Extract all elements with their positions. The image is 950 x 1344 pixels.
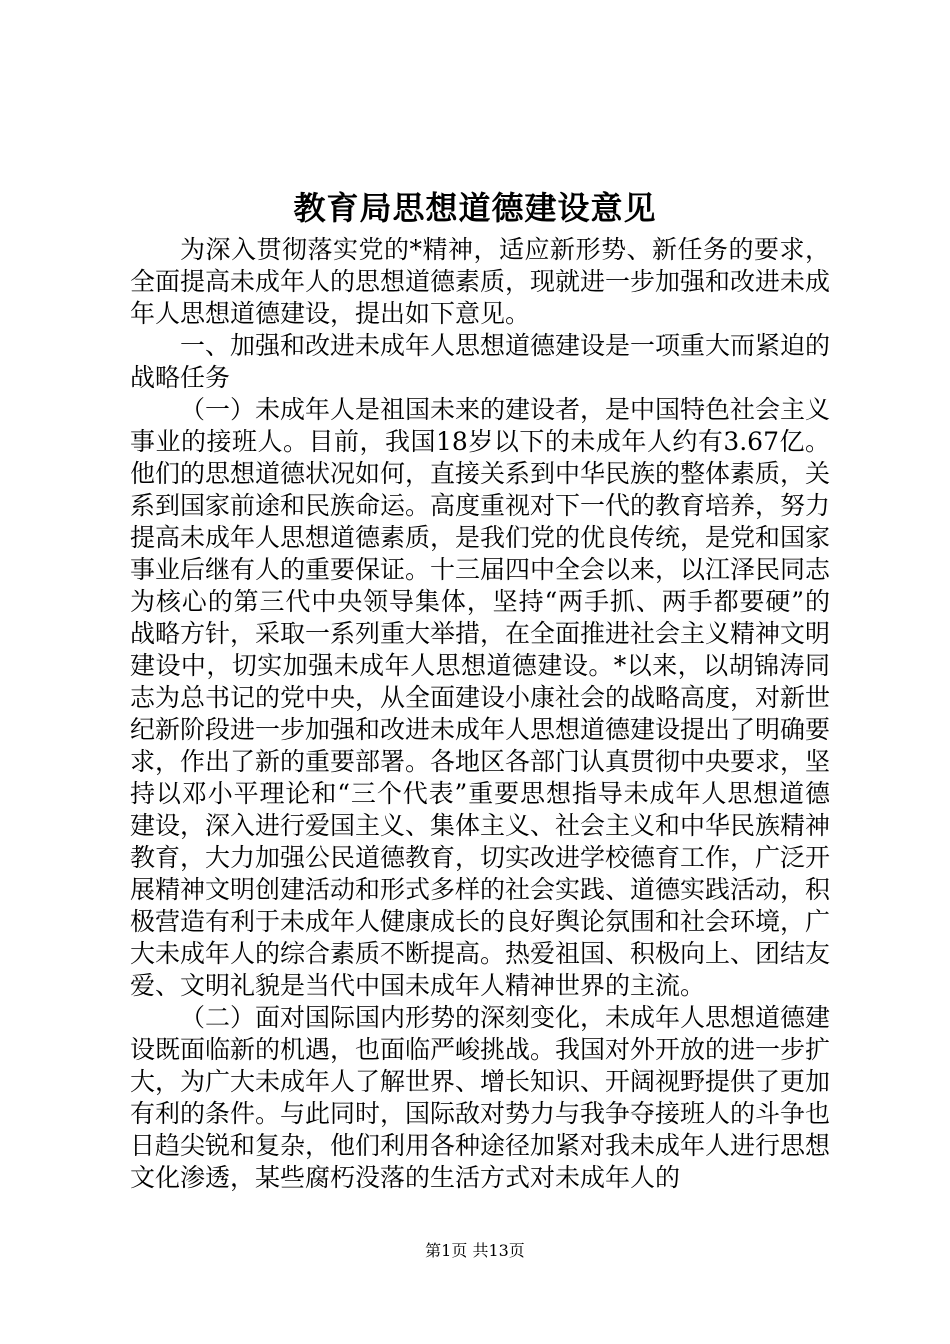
document-body — [130, 234, 830, 1194]
paragraph-intro: 为深入贯彻落实党的*精神，适应新形势、新任务的要求，全面提高未成年人的思想道德素质，现就进一步加强和改进未成年人思想道德建设，提出如下意见。 — [130, 235, 831, 328]
section-heading-1: 一、加强和改进未成年人思想道德建设是一项重大而紧迫的战略任务 — [130, 331, 831, 392]
page-footer: 第1页 共13页 — [425, 1241, 525, 1260]
document-title: 教育局思想道德建设意见 — [293, 189, 657, 227]
paragraph-1: （一）未成年人是祖国未来的建设者，是中国特色社会主义事业的接班人。目前，我国18岁以下的未成年人约有3.67亿。他们的思想道德状况如何，直接关系到中华民族的整体素质，关系到国家前途和民族命运。高度重视对下一代的教育培养，努力提高未成年人思想道德素质，是我们党的优良传统，是党和国家事业后继有人的重要保证。十三届四中全会以来，以江泽民同志为核心的第三代中央领导集体，坚持“两手抓、两手都要硬”的战略方针，采取一系列重大举措，在全面推进社会主义精神文明建设中，切实加强未成年人思想道德建设。*以来，以胡锦涛同志为总书记的党中央，从全面建设小康社会的战略高度，对新世纪新阶段进一步加强和改进未成年人思想道德建设提出了明确要求，作出了新的重要部署。各地区各部门认真贯彻中央要求，坚持以邓小平理论和“三个代表”重要思想指导未成年人思想道德建设，深入进行爱国主义、集体主义、社会主义和中华民族精神教育，大力加强公民道德教育，切实改进学校德育工作，广泛开展精神文明创建活动和形式多样的社会实践、道德实践活动，积极营造有利于未成年人健康成长的良好舆论氛围和社会环境，广大未成年人的综合素质不断提高。热爱祖国、积极向上、团结友爱、文明礼貌是当代中国未成年人精神世界的主流。 — [130, 395, 831, 1000]
paragraph-2: （二）面对国际国内形势的深刻变化，未成年人思想道德建设既面临新的机遇，也面临严峻挑战。我国对外开放的进一步扩大，为广大未成年人了解世界、增长知识、开阔视野提供了更加有利的条件。与此同时，国际敌对势力与我争夺接班人的斗争也日趋尖锐和复杂，他们利用各种途径加紧对我未成年人进行思想文化渗透，某些腐朽没落的生活方式对未成年人的 — [130, 1003, 831, 1192]
